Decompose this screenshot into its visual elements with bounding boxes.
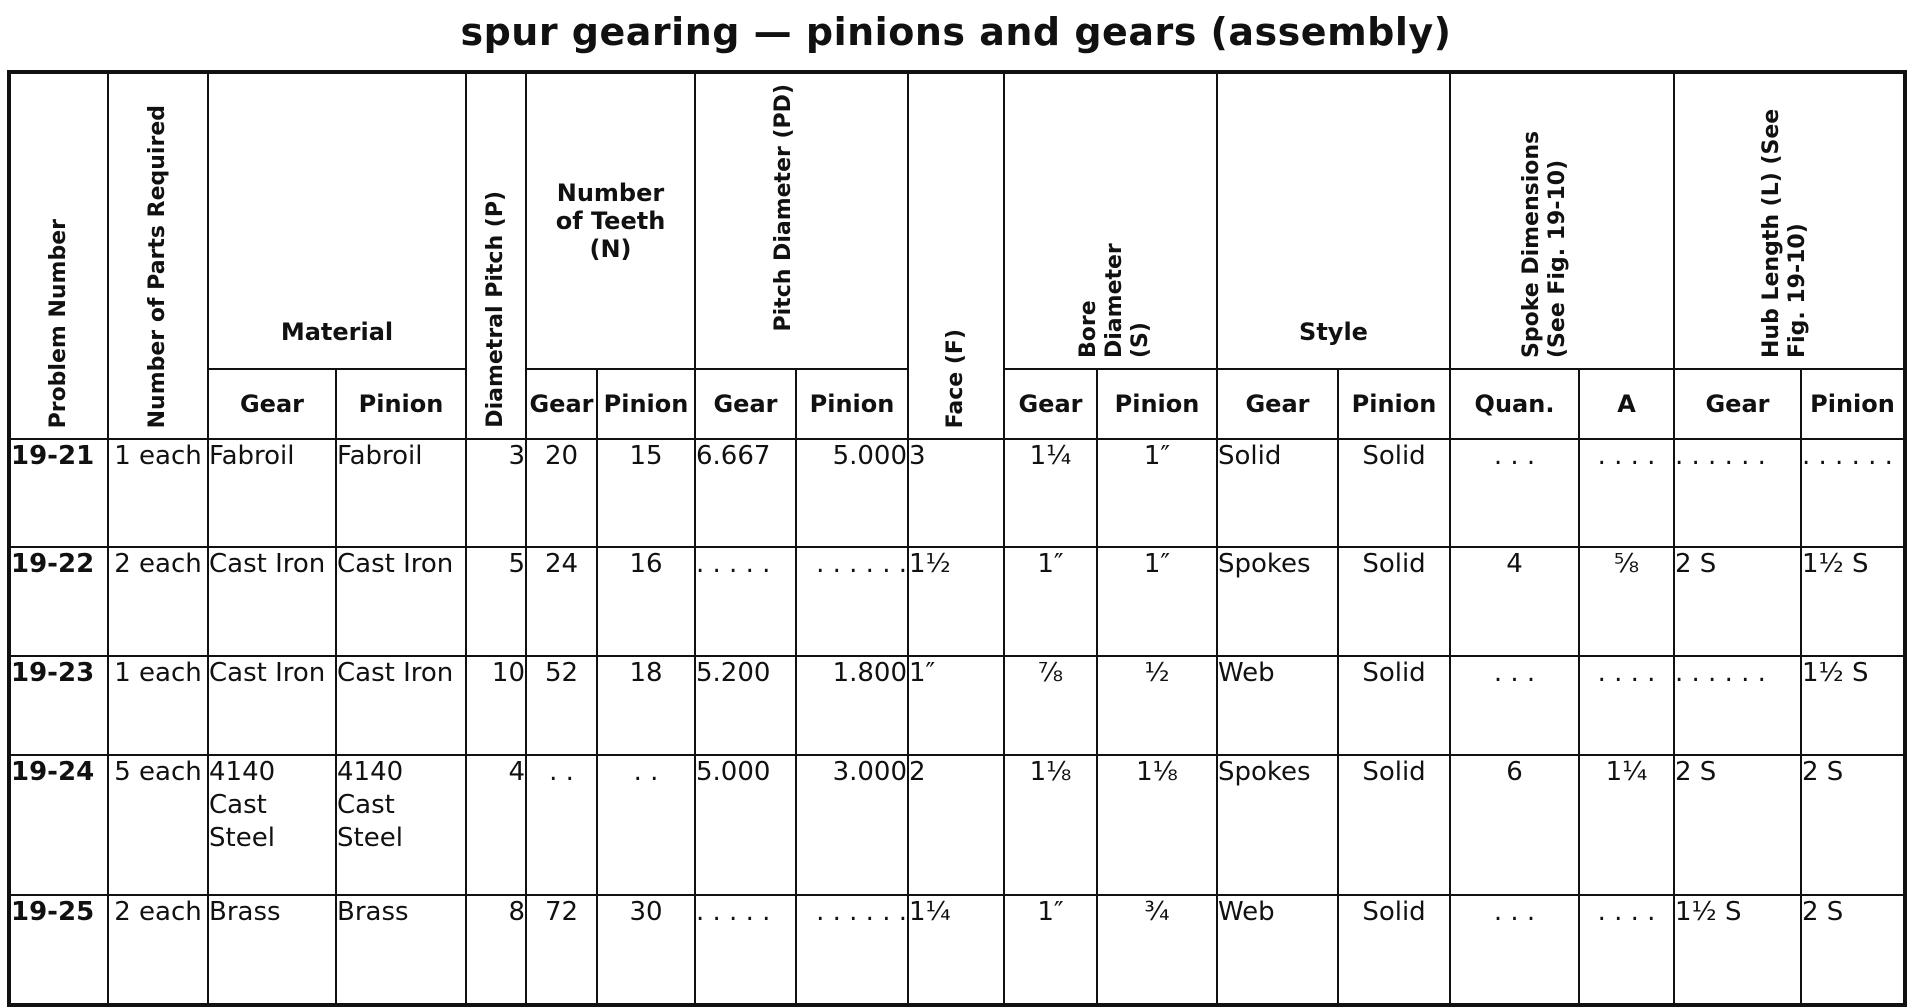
cell-parts: 1 each — [108, 656, 208, 755]
header-pd-pinion: Pinion — [796, 369, 908, 439]
cell-bore-gear: ⅞ — [1004, 656, 1097, 755]
cell-pitch: 10 — [466, 656, 526, 755]
header-bore-gear: Gear — [1004, 369, 1097, 439]
cell-hub-gear: 2 S — [1674, 547, 1801, 656]
header-problem-number: Problem Number — [9, 72, 108, 439]
cell-pd-gear: . . . . . — [695, 895, 796, 1005]
header-style-pinion: Pinion — [1338, 369, 1450, 439]
cell-hub-pinion: 1½ S — [1801, 656, 1905, 755]
table-row — [9, 656, 1905, 755]
cell-teeth-gear: . . — [526, 755, 597, 895]
cell-style-gear: Web — [1217, 656, 1338, 755]
header-hub-gear: Gear — [1674, 369, 1801, 439]
cell-teeth-gear: 52 — [526, 656, 597, 755]
cell-teeth-gear: 24 — [526, 547, 597, 656]
cell-spoke-quan: . . . — [1450, 439, 1579, 547]
cell-hub-gear: 2 S — [1674, 755, 1801, 895]
cell-style-pinion: Solid — [1338, 656, 1450, 755]
cell-face: 2 — [908, 755, 1004, 895]
header-style: Style — [1217, 72, 1450, 369]
cell-hub-pinion: 2 S — [1801, 895, 1905, 1005]
cell-bore-pinion: 1″ — [1097, 439, 1217, 547]
cell-hub-gear: . . . . . . — [1674, 439, 1801, 547]
header-pd-gear: Gear — [695, 369, 796, 439]
cell-spoke-quan: 4 — [1450, 547, 1579, 656]
cell-style-pinion: Solid — [1338, 895, 1450, 1005]
table-row — [9, 439, 1905, 547]
header-face: Face (F) — [908, 72, 1004, 439]
header-number-of-teeth: Number of Teeth (N) — [526, 72, 695, 369]
cell-material-pinion: Cast Iron — [336, 547, 466, 656]
cell-pd-pinion: 1.800 — [796, 656, 908, 755]
cell-spoke-quan: . . . — [1450, 656, 1579, 755]
header-material: Material — [208, 72, 466, 369]
cell-material-pinion: Cast Iron — [336, 656, 466, 755]
cell-style-gear: Web — [1217, 895, 1338, 1005]
cell-pitch: 5 — [466, 547, 526, 656]
page-title: spur gearing — pinions and gears (assembly) — [460, 10, 1452, 54]
cell-pd-gear: 6.667 — [695, 439, 796, 547]
header-teeth-gear: Gear — [526, 369, 597, 439]
cell-spoke-a: . . . . — [1579, 439, 1674, 547]
table-row — [9, 895, 1905, 1005]
header-material-gear: Gear — [208, 369, 336, 439]
cell-teeth-pinion: 16 — [597, 547, 695, 656]
cell-hub-pinion: . . . . . . — [1801, 439, 1905, 547]
cell-hub-pinion: 2 S — [1801, 755, 1905, 895]
cell-bore-pinion: 1″ — [1097, 547, 1217, 656]
cell-style-pinion: Solid — [1338, 547, 1450, 656]
cell-pd-gear: . . . . . — [695, 547, 796, 656]
cell-parts: 2 each — [108, 547, 208, 656]
header-spoke-a: A — [1579, 369, 1674, 439]
cell-teeth-pinion: 18 — [597, 656, 695, 755]
cell-teeth-gear: 20 — [526, 439, 597, 547]
cell-spoke-a: . . . . — [1579, 656, 1674, 755]
cell-style-gear: Spokes — [1217, 547, 1338, 656]
header-diametral-pitch: Diametral Pitch (P) — [466, 72, 526, 439]
cell-teeth-pinion: 30 — [597, 895, 695, 1005]
cell-pd-gear: 5.200 — [695, 656, 796, 755]
cell-style-pinion: Solid — [1338, 755, 1450, 895]
header-parts-required: Number of Parts Required — [108, 72, 208, 439]
cell-material-gear: Brass — [208, 895, 336, 1005]
cell-spoke-a: . . . . — [1579, 895, 1674, 1005]
spur-gearing-table — [7, 70, 1907, 1007]
cell-hub-gear: 1½ S — [1674, 895, 1801, 1005]
cell-material-pinion: Fabroil — [336, 439, 466, 547]
table-row — [9, 755, 1905, 895]
header-style-gear: Gear — [1217, 369, 1338, 439]
cell-spoke-quan: . . . — [1450, 895, 1579, 1005]
cell-material-gear: Fabroil — [208, 439, 336, 547]
header-teeth-pinion: Pinion — [597, 369, 695, 439]
cell-style-pinion: Solid — [1338, 439, 1450, 547]
cell-face: 1¼ — [908, 895, 1004, 1005]
cell-spoke-a: ⅝ — [1579, 547, 1674, 656]
cell-spoke-quan: 6 — [1450, 755, 1579, 895]
cell-bore-gear: 1¼ — [1004, 439, 1097, 547]
cell-pd-pinion: 5.000 — [796, 439, 908, 547]
header-bore-pinion: Pinion — [1097, 369, 1217, 439]
cell-pitch: 8 — [466, 895, 526, 1005]
cell-pd-pinion: . . . . . . — [796, 547, 908, 656]
cell-problem: 19-24 — [9, 755, 108, 895]
cell-problem: 19-21 — [9, 439, 108, 547]
cell-face: 3 — [908, 439, 1004, 547]
cell-bore-gear: 1⅛ — [1004, 755, 1097, 895]
cell-pd-pinion: 3.000 — [796, 755, 908, 895]
cell-bore-gear: 1″ — [1004, 547, 1097, 656]
cell-bore-pinion: ½ — [1097, 656, 1217, 755]
cell-style-gear: Solid — [1217, 439, 1338, 547]
cell-material-pinion: Brass — [336, 895, 466, 1005]
header-spoke-dimensions: Spoke Dimensions (See Fig. 19-10) — [1450, 72, 1674, 369]
cell-teeth-gear: 72 — [526, 895, 597, 1005]
header-bore-diameter: Bore Diameter (S) — [1004, 72, 1217, 369]
cell-bore-gear: 1″ — [1004, 895, 1097, 1005]
cell-hub-gear: . . . . . . — [1674, 656, 1801, 755]
cell-style-gear: Spokes — [1217, 755, 1338, 895]
cell-problem: 19-25 — [9, 895, 108, 1005]
cell-pitch: 3 — [466, 439, 526, 547]
cell-parts: 2 each — [108, 895, 208, 1005]
cell-pd-gear: 5.000 — [695, 755, 796, 895]
cell-material-pinion: 4140 Cast Steel — [336, 755, 466, 895]
header-pitch-diameter: Pitch Diameter (PD) — [695, 72, 908, 369]
cell-face: 1½ — [908, 547, 1004, 656]
cell-teeth-pinion: 15 — [597, 439, 695, 547]
header-hub-pinion: Pinion — [1801, 369, 1905, 439]
header-hub-length: Hub Length (L) (See Fig. 19-10) — [1674, 72, 1905, 369]
cell-pd-pinion: . . . . . . — [796, 895, 908, 1005]
cell-parts: 1 each — [108, 439, 208, 547]
cell-hub-pinion: 1½ S — [1801, 547, 1905, 656]
table-row — [9, 547, 1905, 656]
cell-bore-pinion: ¾ — [1097, 895, 1217, 1005]
cell-pitch: 4 — [466, 755, 526, 895]
cell-teeth-pinion: . . — [597, 755, 695, 895]
cell-material-gear: Cast Iron — [208, 547, 336, 656]
cell-face: 1″ — [908, 656, 1004, 755]
cell-bore-pinion: 1⅛ — [1097, 755, 1217, 895]
cell-problem: 19-22 — [9, 547, 108, 656]
header-spoke-quan: Quan. — [1450, 369, 1579, 439]
cell-material-gear: 4140 Cast Steel — [208, 755, 336, 895]
cell-spoke-a: 1¼ — [1579, 755, 1674, 895]
cell-material-gear: Cast Iron — [208, 656, 336, 755]
header-material-pinion: Pinion — [336, 369, 466, 439]
cell-parts: 5 each — [108, 755, 208, 895]
cell-problem: 19-23 — [9, 656, 108, 755]
